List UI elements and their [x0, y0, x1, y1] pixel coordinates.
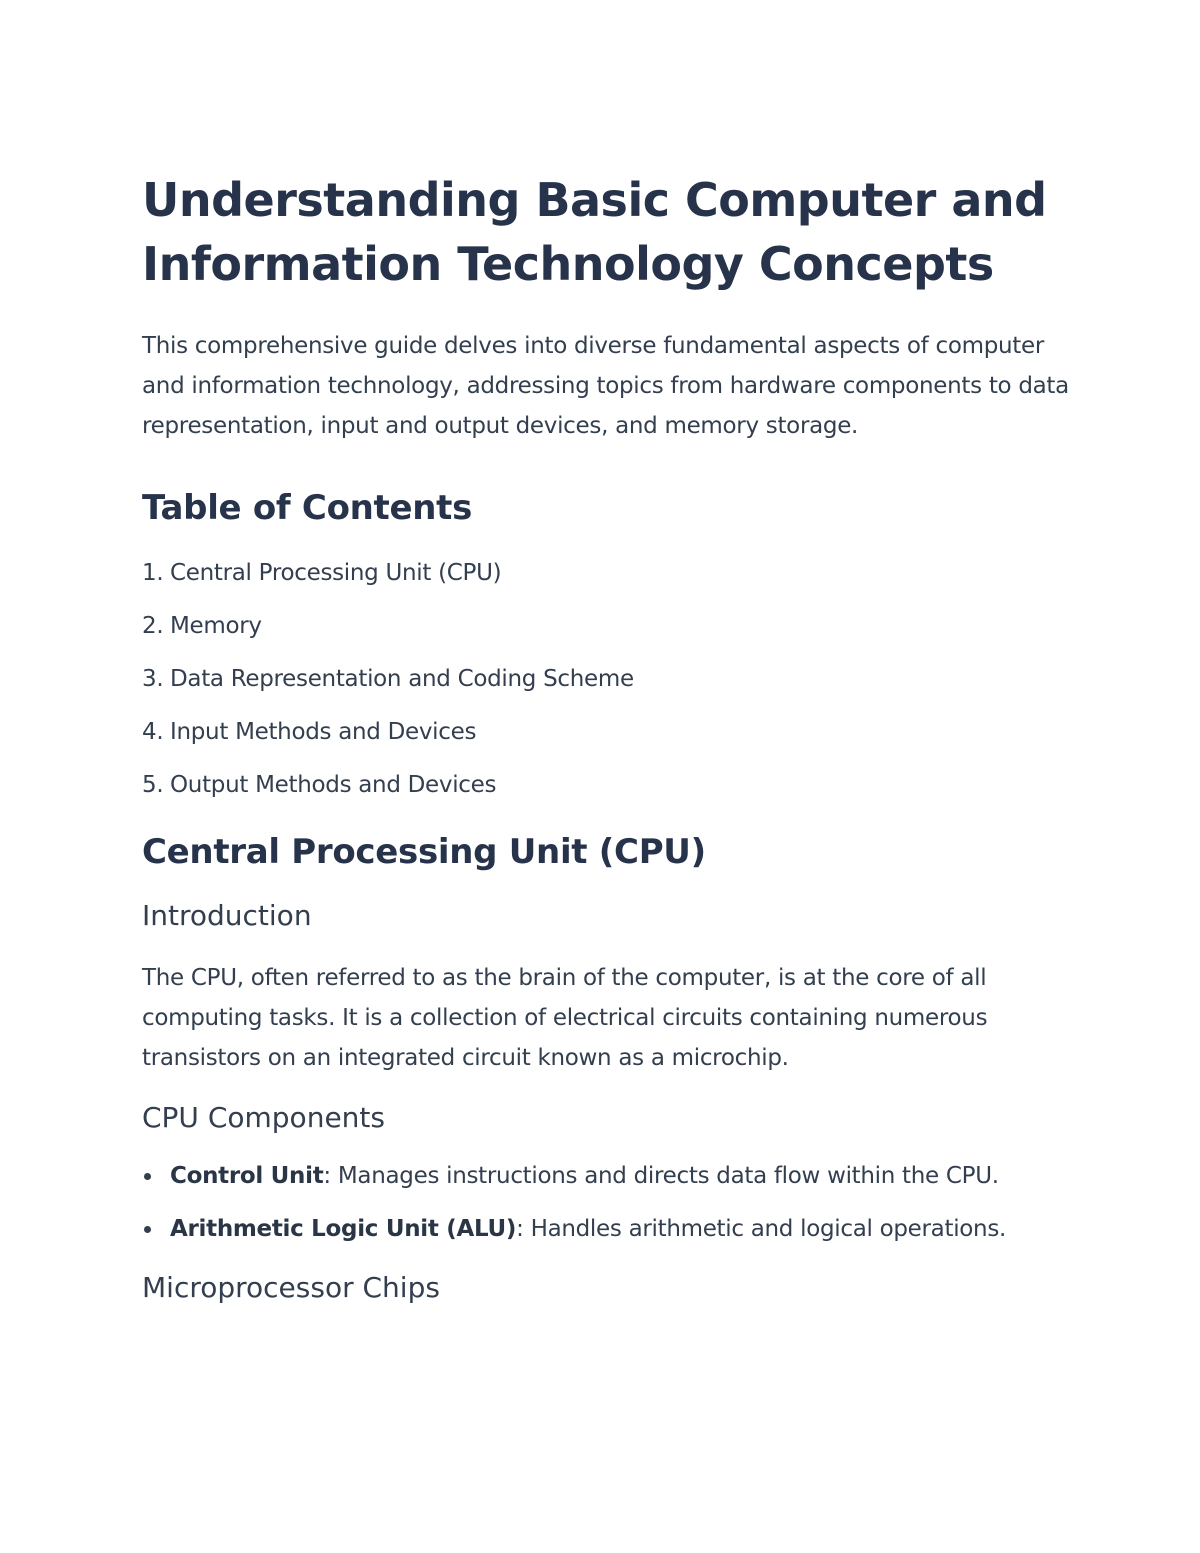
list-item [142, 1215, 1070, 1243]
toc-item-label: Central Processing Unit (CPU) [170, 560, 502, 586]
component-term: Arithmetic Logic Unit (ALU) [170, 1216, 517, 1242]
bullet-icon [144, 1226, 151, 1233]
toc-item-label: Input Methods and Devices [170, 719, 477, 745]
toc-item-number: 4. [142, 719, 164, 745]
table-of-contents [142, 560, 1070, 798]
toc-item-output-methods[interactable] [142, 772, 1070, 798]
list-item [142, 1162, 1070, 1190]
toc-item-label: Memory [170, 613, 262, 639]
toc-item-number: 3. [142, 666, 164, 692]
microprocessor-chips-heading: Microprocessor Chips [142, 1271, 440, 1304]
introduction-heading: Introduction [142, 899, 312, 932]
toc-item-label: Output Methods and Devices [170, 772, 497, 798]
toc-item-input-methods[interactable] [142, 719, 1070, 745]
toc-heading: Table of Contents [142, 488, 473, 528]
intro-paragraph: This comprehensive guide delves into diverse fundamental aspects of computer and information technology, addressing topics from hardware components to data representation, input and output devices, and memory storage. [142, 333, 1069, 439]
cpu-components-heading: CPU Components [142, 1101, 385, 1134]
toc-item-label: Data Representation and Coding Scheme [170, 666, 634, 692]
cpu-introduction-paragraph: The CPU, often referred to as the brain of the computer, is at the core of all computing tasks. It is a collection of electrical circuits containing numerous transistors on an integrated circuit known as a microchip. [142, 965, 988, 1071]
toc-item-cpu[interactable] [142, 560, 1070, 586]
toc-item-number: 1. [142, 560, 164, 586]
component-description: : Manages instructions and directs data flow within the CPU. [323, 1163, 999, 1189]
toc-item-number: 2. [142, 613, 164, 639]
component-description: : Handles arithmetic and logical operations. [516, 1216, 1007, 1242]
cpu-section-heading: Central Processing Unit (CPU) [142, 832, 706, 872]
toc-item-memory[interactable] [142, 613, 1070, 639]
toc-item-number: 5. [142, 772, 164, 798]
document-title: Understanding Basic Computer and Information Technology Concepts [142, 173, 1047, 291]
bullet-icon [144, 1173, 151, 1180]
toc-item-data-representation[interactable] [142, 666, 1070, 692]
cpu-components-list [142, 1162, 1070, 1243]
component-term: Control Unit [170, 1163, 324, 1189]
